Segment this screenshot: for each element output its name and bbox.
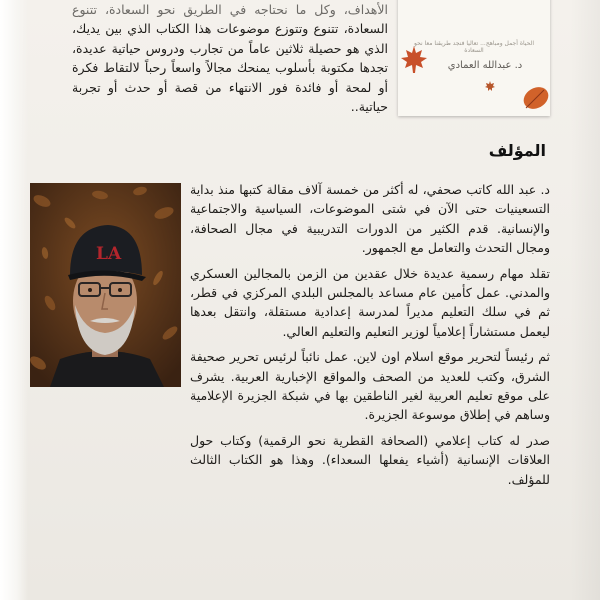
cover-title: الحياة أجمل ومباهج... تعاليا فنجد طريقنا معا نحو السعادة [414, 40, 534, 54]
intro-partial-line: الأهداف، وكل ما نحتاجه في الطريق نحو السعادة، تتنوع [72, 2, 388, 17]
intro-text: السعادة، تتنوع وتتوزع موضوعات هذا الكتاب الذي بين يديك، الذي هو حصيلة ثلاثين عاماً من تجارب ودروس حياتية عديدة، تجدها مكتوبة بأسلوب يمنحك مجالاً واسعاً رحباً لالتقاط فكرة أو لمحة أو فائدة فور الانتهاء من قصة أو حدث أو تجربة حياتية.. [72, 21, 388, 115]
book-cover [398, 0, 550, 116]
page-edge [570, 0, 600, 600]
maple-leaf-icon [400, 44, 428, 74]
author-portrait-image [30, 183, 181, 387]
bio-paragraph-1: د. عبد الله كاتب صحفي، له أكثر من خمسة آلاف مقالة كتبها منذ بداية التسعينيات حتى الآن في شتى الموضوعات، السياسية والاجتماعية والإنسانية. قدم الكثير من الدورات التدريبية في مجال الصحافة، ومجال التحدث والتعامل مع الجمهور. [190, 182, 550, 256]
bio-paragraph-3: ثم رئيساً لتحرير موقع اسلام اون لاين. عمل نائباً لرئيس تحرير صحيفة الشرق، وكتب للعديد من الصحف والمواقع الإخبارية العربية. يشرف على موقع تعليم العربية لغير الناطقين بها في شبكة الجزيرة الإعلامية وساهم في إطلاق موسوعة الجزيرة. [190, 349, 550, 423]
intro-paragraph [72, 0, 388, 116]
leaf-corner-icon [520, 82, 550, 112]
small-leaf-icon [484, 80, 496, 92]
author-photo [30, 183, 181, 387]
page-shadow-left [0, 0, 28, 600]
cover-author: د. عبدالله العمادي [447, 60, 523, 71]
author-section-heading: المؤلف [488, 141, 546, 160]
bio-paragraph-4: صدر له كتاب إعلامي (الصحافة القطرية نحو الرقمية) وكتاب حول العلاقات الإنسانية (أشياء يفعلها السعداء). وهذا هو الكتاب الثالث للمؤلف. [190, 432, 550, 487]
bio-paragraph-2: تقلد مهام رسمية عديدة خلال عقدين من الزمن بالمجالين العسكري والمدني. عمل كأمين عام مساعد بالمجلس البلدي المركزي في قطر، ثم في سلك التعليم مديراً لمدرسة إعدادية مستقلة، وانتقل بعدها ليعمل مستشاراً إعلامياً لوزير التعليم والتعليم العالي. [190, 265, 550, 339]
cap-logo: LA [96, 244, 122, 264]
author-bio [190, 180, 550, 495]
